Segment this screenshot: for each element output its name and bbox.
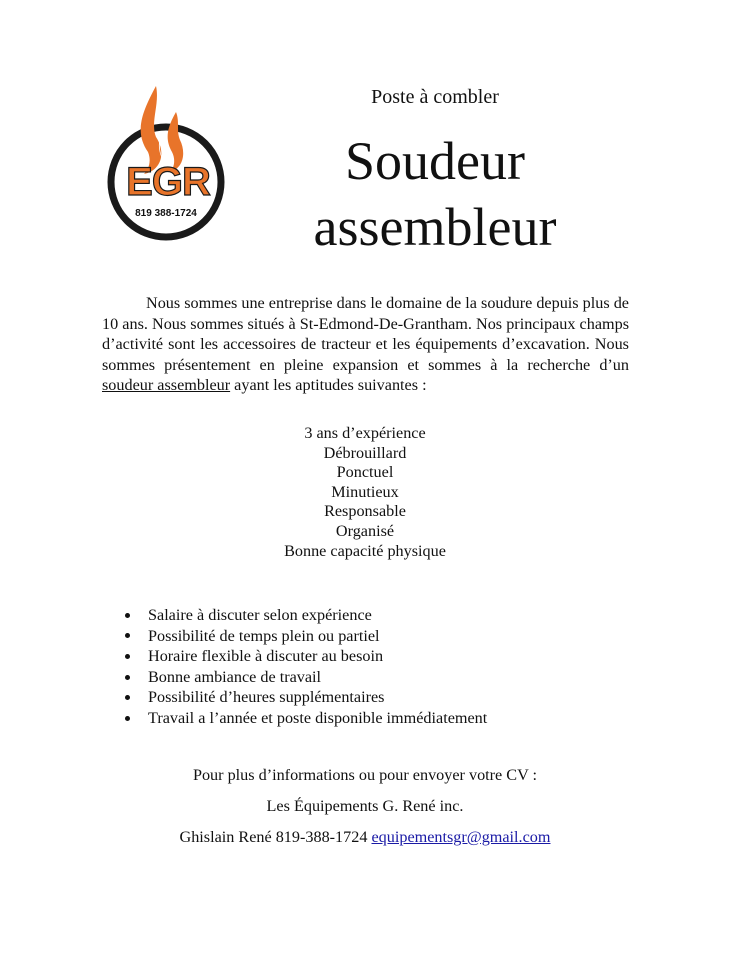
logo-phone: 819 388-1724 [135, 208, 197, 219]
company-logo [104, 82, 232, 242]
intro-text-end: ayant les aptitudes suivantes : [230, 376, 427, 394]
perk-text: Horaire flexible à discuter au besoin [148, 647, 384, 666]
perk-text: Bonne ambiance de travail [148, 667, 322, 686]
perk-text: Travail a l’année et poste disponible immédiatement [148, 708, 488, 727]
perk-text: Possibilité d’heures supplémentaires [148, 688, 385, 707]
skill-item: 3 ans d’expérience [304, 424, 426, 442]
perk-item [123, 667, 487, 688]
contact-prompt: Pour plus d’informations ou pour envoyer votre CV : [192, 766, 538, 784]
perk-text: Salaire à discuter selon expérience [148, 606, 372, 624]
company-name: Les Équipements G. René inc. [266, 797, 464, 815]
page-title [270, 128, 600, 260]
skill-item: Minutieux [331, 482, 399, 501]
perk-text: Possibilité de temps plein ou partiel [148, 626, 380, 645]
bullet-icon [125, 613, 130, 618]
perk-item [123, 605, 487, 626]
skill-item: Organisé [335, 521, 395, 540]
bullet-icon [125, 695, 130, 700]
bullet-icon [125, 633, 130, 638]
skill-item: Ponctuel [336, 463, 394, 482]
perk-item [123, 626, 487, 647]
skill-item: Débrouillard [323, 443, 407, 462]
skill-item: Responsable [324, 502, 406, 521]
logo-monogram: EGR [126, 160, 210, 204]
email-link[interactable]: equipementsgr@gmail.com [371, 828, 551, 846]
contact-line [120, 828, 610, 847]
egr-flame-logo-icon [104, 82, 232, 242]
intro-paragraph [102, 293, 629, 396]
perks-list [123, 605, 487, 729]
bullet-icon [125, 675, 130, 680]
title-line-1: Soudeur [345, 131, 525, 191]
intro-text-start: Nous sommes une entreprise dans le domaine de la soudure depuis plus de 10 ans. Nous sommes situés à St-Edmond-De-Grantham. Nos principaux champs d’activité sont les accessoires de tracteur et les équipements d’excavation. Nous sommes présentement en pleine expansion et sommes à la recherche d’un [102, 294, 629, 374]
page-subtitle: Poste à combler [371, 86, 499, 108]
perk-item [123, 646, 487, 667]
skills-list [250, 424, 480, 561]
bullet-icon [125, 654, 130, 659]
perk-item [123, 687, 487, 708]
bullet-icon [125, 716, 130, 721]
contact-person-phone: Ghislain René 819-388-1724 [179, 828, 368, 846]
perk-item [123, 708, 487, 729]
title-line-2: assembleur [313, 197, 557, 257]
intro-underlined-role: soudeur assembleur [102, 376, 231, 394]
skill-item: Bonne capacité physique [284, 541, 446, 560]
